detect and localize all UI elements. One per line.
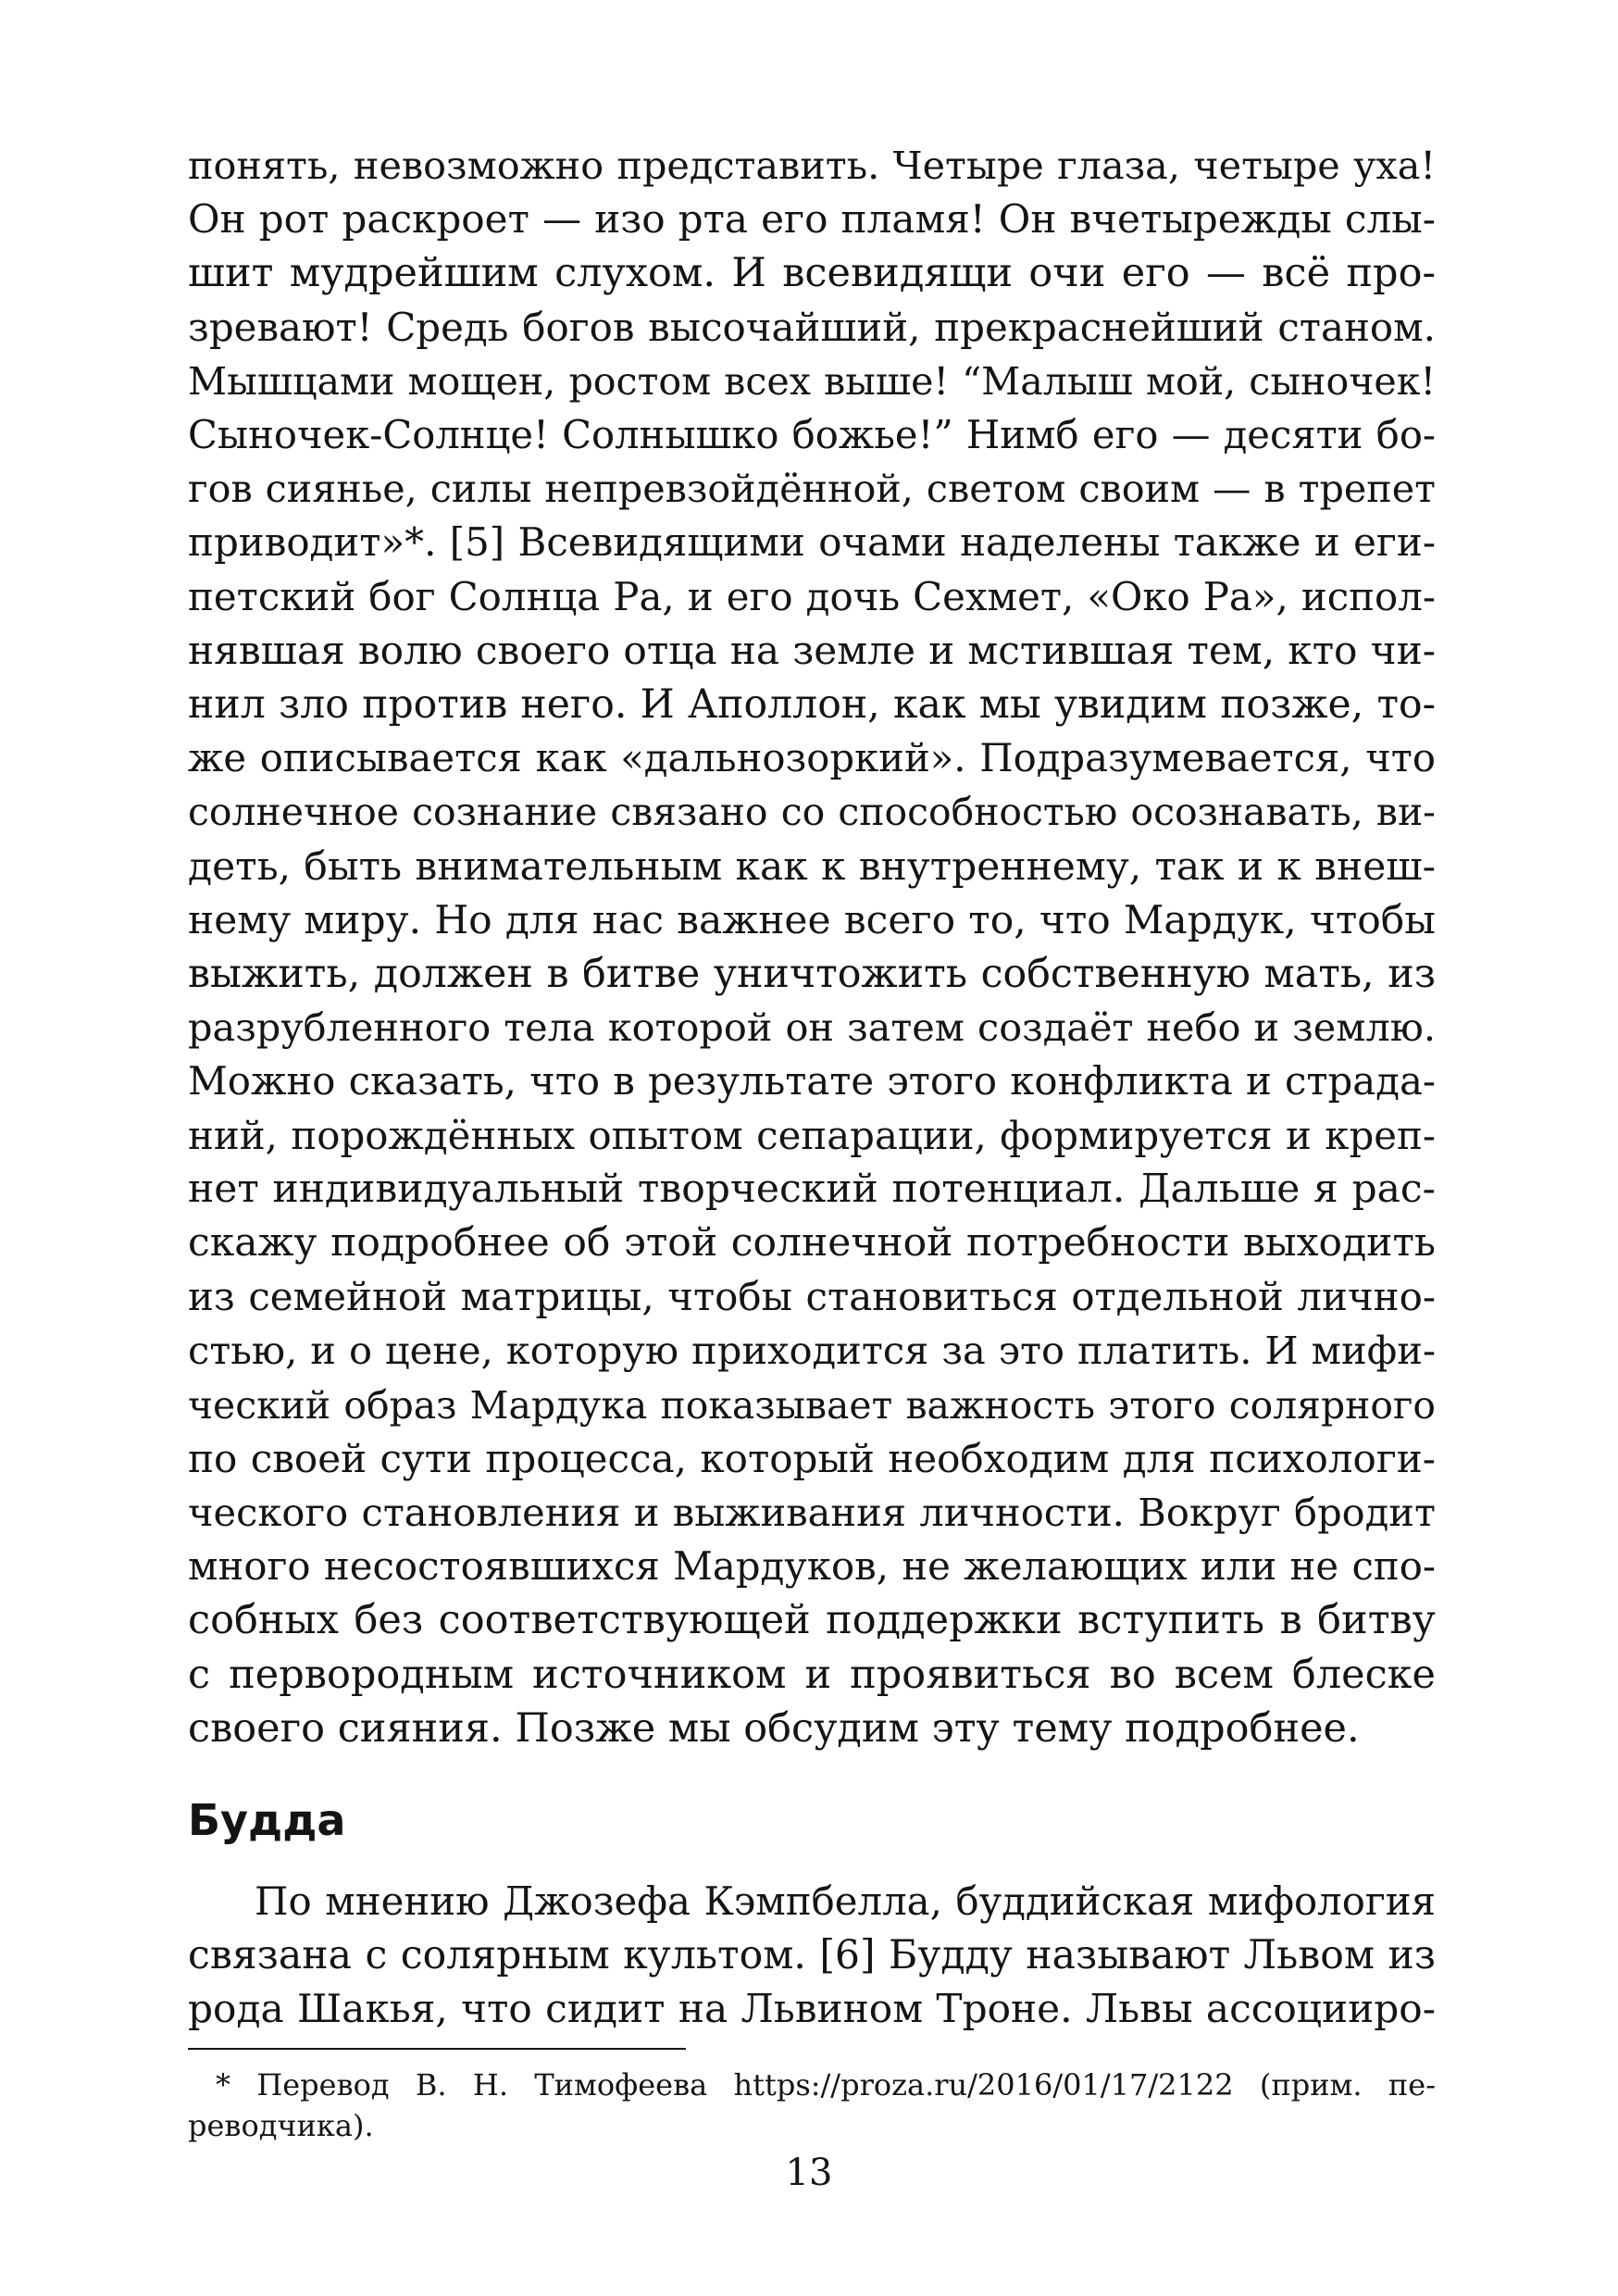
text-line: из семейной матрицы, чтобы становиться отдельной лично-	[188, 1274, 1436, 1320]
page-number: 13	[785, 2152, 833, 2194]
text-line: ческого становления и выживания личности. Вокруг бродит	[188, 1490, 1436, 1536]
text-line: нет индивидуальный творческий потенциал. Дальше я рас-	[188, 1166, 1436, 1212]
body-text	[188, 139, 1436, 1755]
text-line: петский бог Солнца Ра, и его дочь Сехмет, «Око Ра», испол-	[188, 573, 1436, 619]
text-line: нявшая волю своего отца на земле и мстившая тем, кто чи-	[188, 627, 1436, 673]
text-line: ческий образ Мардука показывает важность этого солярного	[188, 1382, 1436, 1428]
text-line: зревают! Средь богов высочайший, прекраснейший станом.	[188, 304, 1436, 350]
text-line: связана с солярным культом. [6] Будду называют Львом из	[188, 1932, 1436, 1979]
text-line: по своей сути процесса, который необходим для психологи-	[188, 1435, 1436, 1481]
text-line: шит мудрейшим слухом. И всевидящи очи его — всё про-	[188, 250, 1436, 297]
text-line: своего сияния. Позже мы обсудим эту тему подробнее.	[188, 1704, 1360, 1752]
text-line: выжить, должен в битве уничтожить собственную мать, из	[188, 951, 1436, 998]
text-line: собных без соответствующей поддержки вступить в битву	[188, 1597, 1436, 1644]
text-line: нему миру. Но для нас важнее всего то, что Мардук, чтобы	[188, 896, 1436, 942]
text-line: же описывается как «дальнозоркий». Подразумевается, что	[188, 735, 1436, 781]
section-heading: Будда	[188, 1795, 346, 1845]
footnote-divider	[188, 2048, 686, 2050]
text-line: скажу подробнее об этой солнечной потребности выходить	[188, 1220, 1436, 1267]
text-line: Он рот раскроет — изо рта его пламя! Он вчетырежды слы-	[188, 196, 1436, 243]
text-line: солнечное сознание связано со способностью осознавать, ви-	[188, 790, 1436, 835]
text-line: ний, порождённых опытом сепарации, формируется и креп-	[188, 1112, 1436, 1158]
text-line: стью, и о цене, которую приходится за это платить. И мифи-	[188, 1328, 1436, 1374]
text-line: Сыночек-Солнце! Солнышко божье!” Нимб его — десяти бо-	[188, 412, 1436, 458]
footnote-line: реводчика).	[188, 2108, 374, 2143]
section-text	[188, 1875, 1436, 2037]
footnote-line: * Перевод В. Н. Тимофеева https://proza.ru/2016/01/17/2122 (прим. пе-	[216, 2067, 1436, 2103]
text-line: Можно сказать, что в результате этого конфликта и страда-	[188, 1058, 1436, 1104]
text-line: приводит»*. [5] Всевидящими очами наделены также и еги-	[188, 519, 1436, 566]
text-line: гов сиянье, силы непревзойдённой, светом своим — в трепет	[188, 467, 1436, 512]
text-line: много несостоявшихся Мардуков, не желающих или не спо-	[188, 1543, 1436, 1590]
text-line: разрубленного тела которой он затем создаёт небо и землю.	[188, 1005, 1436, 1051]
text-line: понять, невозможно представить. Четыре глаза, четыре уха!	[188, 144, 1436, 188]
footnote	[188, 2065, 1436, 2146]
text-line: нил зло против него. И Аполлон, как мы увидим позже, то-	[188, 681, 1436, 729]
text-line: с первородным источником и проявиться во всем блеске	[188, 1651, 1436, 1698]
text-line: По мнению Джозефа Кэмпбелла, буддийская мифология	[255, 1878, 1436, 1924]
text-line: деть, быть внимательным как к внутреннему, так и к внеш-	[188, 842, 1436, 889]
text-line: Мышцами мощен, ростом всех выше! “Малыш мой, сыночек!	[188, 358, 1436, 404]
text-line: рода Шакья, что сидит на Львином Троне. Львы ассоцииро-	[188, 1986, 1436, 2032]
